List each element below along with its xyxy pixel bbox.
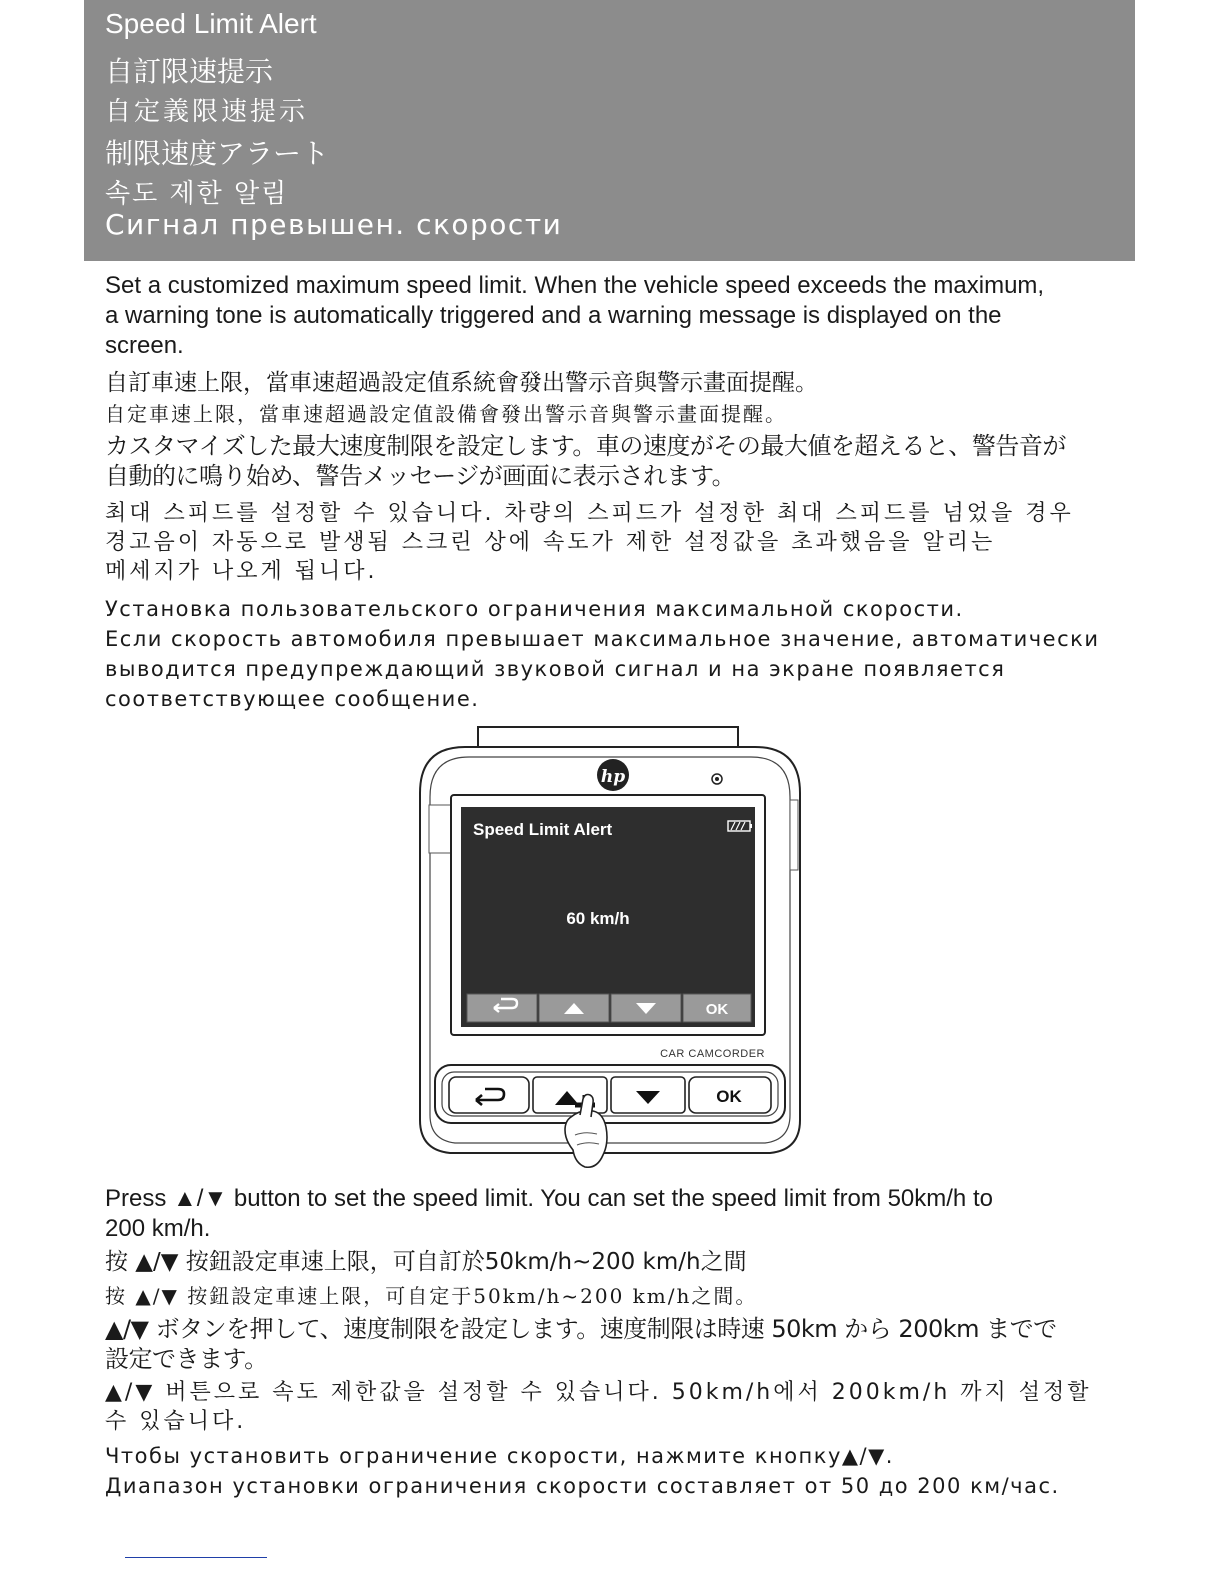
footer-rule [125, 1557, 267, 1558]
instructions-ru [105, 1441, 1060, 1501]
intro-ko [105, 499, 1074, 586]
physical-up-button[interactable] [533, 1077, 607, 1115]
title-zh-alt: 自定義限速提示 [105, 97, 309, 127]
intro-en-line: a warning tone is automatically triggered and a warning message is displayed on the [105, 302, 1002, 329]
intro-ko-line: 경고음이 자동으로 발생됨 스크린 상에 속도가 제한 설정값을 초과했음을 알리는 [105, 530, 996, 555]
physical-ok-button[interactable] [689, 1077, 771, 1113]
instructions-ru-line: Диапазон установки ограничения скорости составляет от 50 до 200 км/час. [105, 1474, 1060, 1498]
intro-ru-line: Установка пользовательского ограничения максимальной скорости. [105, 597, 964, 621]
title-ru: Сигнал превышен. скорости [105, 208, 563, 241]
brand-label: hp [600, 767, 626, 787]
instructions-ko-line: ▲/▼ 버튼으로 속도 제한값을 설정할 수 있습니다. 50km/h에서 200km/h 까지 설정할 [105, 1380, 1092, 1405]
intro-zh-alt: 自定車速上限，當車速超過設定值設備會發出警示音與警示畫面提醒。 [105, 402, 787, 426]
screen-speed-value: 60 km/h [566, 909, 630, 928]
model-label: CAR CAMCORDER [660, 1048, 765, 1060]
instructions-en-line: 200 km/h. [105, 1215, 211, 1242]
screen-button-bar [467, 994, 751, 1022]
screen-ok-label: OK [705, 1001, 729, 1018]
intro-ja [105, 431, 1066, 491]
instructions-ru-line: Чтобы установить ограничение скорости, нажмите кнопку▲/▼. [105, 1444, 894, 1468]
intro-ru-line: соответствующее сообщение. [105, 687, 480, 711]
instructions-ko-line: 수 있습니다. [105, 1409, 247, 1434]
instructions-en [105, 1184, 993, 1244]
dashcam-illustration [415, 725, 805, 1170]
instructions-ko [105, 1378, 1092, 1436]
hp-logo-icon [597, 759, 629, 791]
instructions-ja [105, 1314, 1057, 1374]
instructions-en-line: Press ▲/▼ button to set the speed limit. You can set the speed limit from 50km/h to [105, 1185, 993, 1212]
ok-label: OK [716, 1087, 742, 1106]
physical-down-button[interactable] [611, 1077, 685, 1113]
intro-en [105, 271, 1044, 361]
intro-ru [105, 594, 1099, 714]
intro-ru-line: Если скорость автомобиля превышает максимальное значение, автоматически [105, 627, 1100, 651]
screen-title: Speed Limit Alert [473, 820, 613, 839]
header-box [84, 0, 1135, 261]
title-zh-tw: 自訂限速提示 [105, 55, 274, 88]
instructions-zh-tw: 按 ▲/▼ 按鈕設定車速上限，可自訂於50km/h~200 km/h之間 [105, 1249, 747, 1275]
intro-ru-line: выводится предупреждающий звуковой сигнал и на экране появляется [105, 657, 1006, 681]
intro-ja-line: カスタマイズした最大速度制限を設定します。車の速度がその最大値を超えると、警告音が [105, 432, 1066, 460]
intro-ko-line: 최대 스피드를 설정할 수 있습니다. 차량의 스피드가 설정한 최대 스피드를 넘었을 경우 [105, 501, 1074, 526]
instructions-ja-line: 設定できます。 [105, 1345, 268, 1373]
title-en: Speed Limit Alert [105, 8, 317, 39]
title-ja: 制限速度アラート [105, 137, 330, 170]
intro-ko-line: 메세지가 나오게 됩니다. [105, 559, 378, 584]
intro-zh-tw: 自訂車速上限，當車速超過設定值系統會發出警示音與警示畫面提醒。 [105, 370, 818, 396]
instructions-zh-alt: 按 ▲/▼ 按鈕設定車速上限，可自定于50km/h~200 km/h之間。 [105, 1284, 758, 1308]
intro-ja-line: 自動的に鳴り始め、警告メッセージが画面に表示されます。 [105, 462, 736, 490]
intro-en-line: screen. [105, 332, 184, 359]
intro-en-line: Set a customized maximum speed limit. When the vehicle speed exceeds the maximum, [105, 272, 1045, 299]
title-ko: 속도 제한 알림 [105, 179, 289, 209]
pointing-hand-icon [565, 1111, 607, 1168]
physical-back-button[interactable] [449, 1077, 529, 1113]
instructions-ja-line: ▲/▼ ボタンを押して、速度制限を設定します。速度制限は時速 50km から 200km までで [105, 1315, 1057, 1343]
